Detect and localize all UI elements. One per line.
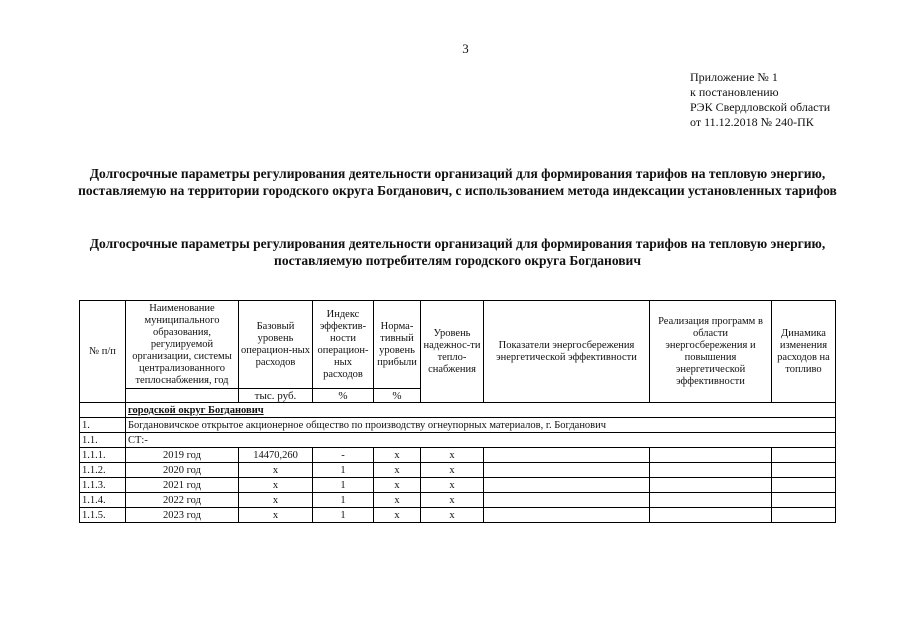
header-reliability: Уровень надежнос-ти тепло-снабжения	[421, 301, 484, 403]
page-number: 3	[462, 41, 469, 56]
table-row: 1.1.5. 2023 год х 1 х х	[80, 508, 836, 523]
appendix-line: к постановлению	[690, 85, 779, 99]
organization-row	[80, 418, 836, 433]
header-energy-saving: Показатели энергосбережения энергетической эффективности	[484, 301, 650, 403]
header-efficiency-index: Индекс эффектив-ности операцион-ных расходов	[313, 301, 374, 389]
header-base-costs: Базовый уровень операцион-ных расходов	[239, 301, 313, 389]
table-row: 1.1.1. 2019 год 14470,260 - х х	[80, 448, 836, 463]
appendix-reference	[690, 70, 830, 130]
document-title: Долгосрочные параметры регулирования деятельности организаций для формирования тарифов на тепловую энергию, поставляемую на территории городского округа Богданович, с использованием метода индексации установленных тарифов	[78, 166, 837, 198]
header-row	[80, 301, 836, 389]
parameters-table	[79, 300, 836, 523]
appendix-line: от 11.12.2018 № 240-ПК	[690, 115, 814, 129]
header-norm-profit: Норма-тивный уровень прибыли	[374, 301, 421, 389]
district-row	[80, 403, 836, 418]
table-row: 1.1.3. 2021 год х 1 х х	[80, 478, 836, 493]
system-name: СТ:-	[126, 433, 836, 448]
row-number: 1.1.	[80, 433, 126, 448]
header-name: Наименование муниципального образования, регулируемой организации, системы централизованного теплоснабжения, год	[126, 301, 239, 389]
table-row: 1.1.4. 2022 год х 1 х х	[80, 493, 836, 508]
header-programs: Реализация программ в области энергосбережения и повышения энергетической эффективности	[650, 301, 772, 403]
header-num: № п/п	[80, 301, 126, 403]
district-name: городской округ Богданович	[126, 403, 836, 418]
row-number: 1.	[80, 418, 126, 433]
unit-norm-profit: %	[374, 389, 421, 403]
table-row: 1.1.2. 2020 год х 1 х х	[80, 463, 836, 478]
system-row	[80, 433, 836, 448]
header-fuel-dynamics: Динамика изменения расходов на топливо	[772, 301, 836, 403]
unit-base-costs: тыс. руб.	[239, 389, 313, 403]
table-title: Долгосрочные параметры регулирования деятельности организаций для формирования тарифов на тепловую энергию, поставляемую потребителям городского округа Богданович	[89, 236, 826, 268]
appendix-line: РЭК Свердловской области	[690, 100, 831, 114]
appendix-line: Приложение № 1	[690, 70, 778, 84]
unit-efficiency-index: %	[313, 389, 374, 403]
organization-name: Богдановичское открытое акционерное общество по производству огнеупорных материалов, г. Богданович	[126, 418, 836, 433]
